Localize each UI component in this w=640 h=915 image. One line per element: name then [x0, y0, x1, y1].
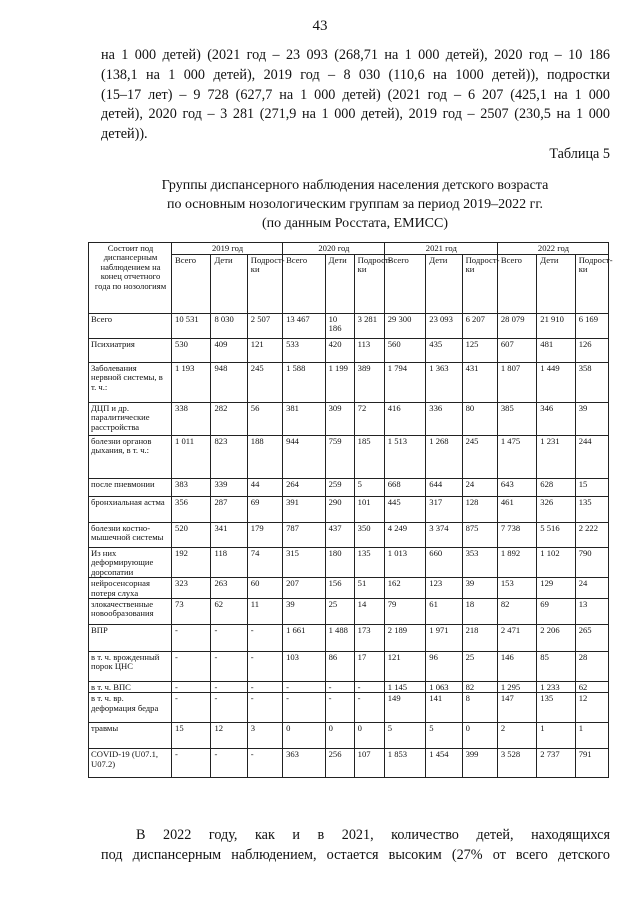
year-header: 2019 год	[172, 243, 283, 255]
row-label: в т. ч. вр. деформация бедра	[89, 693, 172, 723]
table-cell: 282	[211, 403, 247, 436]
paragraph-line: на 1 000 детей) (2021 год – 23 093 (268,71 на 1 000 детей), 2020 год – 10 186	[101, 47, 610, 63]
table-cell: 1 363	[426, 363, 462, 403]
table-cell: 264	[283, 479, 326, 497]
table-cell: 875	[462, 523, 497, 548]
table-cell: 7 738	[497, 523, 536, 548]
table-cell: 28	[575, 652, 608, 682]
table-cell: 315	[283, 548, 326, 578]
table-cell: 1 449	[537, 363, 575, 403]
table-cell: 147	[497, 693, 536, 723]
table-cell: 338	[172, 403, 211, 436]
paragraph-line: детей)).	[101, 126, 148, 143]
table-cell: 6 207	[462, 314, 497, 339]
table-cell: -	[247, 625, 282, 652]
table-cell: 135	[575, 497, 608, 523]
table-cell: -	[172, 652, 211, 682]
table-cell: 1 233	[537, 682, 575, 693]
table-row	[89, 548, 609, 578]
table-cell: 123	[426, 578, 462, 599]
table-cell: 326	[537, 497, 575, 523]
caption-line: Группы диспансерного наблюдения населения детского возраста	[161, 178, 549, 193]
paragraph-line: под диспансерным наблюдением, остается высоким (27% от всего детского	[101, 846, 610, 863]
corner-header: Состоит под диспансерным наблюдением на конец отчетного года по нозологиям	[89, 243, 172, 314]
row-label: Психиатрия	[89, 339, 172, 363]
table-cell: 135	[537, 693, 575, 723]
table-row	[89, 339, 609, 363]
table-cell: 39	[462, 578, 497, 599]
table-cell: 23 093	[426, 314, 462, 339]
table-cell: 69	[247, 497, 282, 523]
row-label: в т. ч. ВПС	[89, 682, 172, 693]
table-cell: -	[325, 682, 354, 693]
table-cell: 416	[384, 403, 426, 436]
table-cell: 29 300	[384, 314, 426, 339]
table-cell: 0	[325, 723, 354, 749]
table-cell: 21 910	[537, 314, 575, 339]
table-cell: 1 013	[384, 548, 426, 578]
table-cell: 385	[497, 403, 536, 436]
row-label: злокачественные новообразования	[89, 599, 172, 625]
table-cell: 287	[211, 497, 247, 523]
caption-line: по основным нозологическим группам за период 2019–2022 гг.	[166, 197, 544, 212]
table-cell: 445	[384, 497, 426, 523]
table-cell: 121	[247, 339, 282, 363]
paragraph-line: (138,1 на 1 000 детей), 2019 год – 8 030 (110,6 на 1000 детей)), подростки	[101, 66, 610, 83]
col-header-children: Дети	[325, 255, 354, 314]
table-cell: 173	[354, 625, 384, 652]
table-cell: 383	[172, 479, 211, 497]
table-cell: 290	[325, 497, 354, 523]
table-cell: 643	[497, 479, 536, 497]
table-cell: 1 488	[325, 625, 354, 652]
table-cell: 435	[426, 339, 462, 363]
table-cell: 668	[384, 479, 426, 497]
table-cell: 1 971	[426, 625, 462, 652]
table-cell: 391	[283, 497, 326, 523]
table-cell: -	[354, 682, 384, 693]
table-cell: 346	[537, 403, 575, 436]
table-cell: 1 853	[384, 749, 426, 778]
table-cell: 85	[537, 652, 575, 682]
row-label: травмы	[89, 723, 172, 749]
table-label: Таблица 5	[549, 146, 610, 162]
table-cell: -	[283, 693, 326, 723]
intro-paragraph	[101, 46, 610, 145]
table-cell: 156	[325, 578, 354, 599]
table-cell: 86	[325, 652, 354, 682]
table-cell: 944	[283, 436, 326, 479]
table-cell: 179	[247, 523, 282, 548]
table-cell: 180	[325, 548, 354, 578]
row-label: Из них деформирующие дорсопатии	[89, 548, 172, 578]
table-cell: 1 011	[172, 436, 211, 479]
row-label: бронхиальная астма	[89, 497, 172, 523]
table-cell: 118	[211, 548, 247, 578]
table-cell: 265	[575, 625, 608, 652]
col-header-total: Всего	[384, 255, 426, 314]
table-cell: 350	[354, 523, 384, 548]
table-cell: -	[172, 749, 211, 778]
table-cell: -	[211, 693, 247, 723]
table-cell: -	[172, 682, 211, 693]
table-cell: 188	[247, 436, 282, 479]
table-cell: 0	[283, 723, 326, 749]
table-row	[89, 497, 609, 523]
table-cell: 39	[283, 599, 326, 625]
table-cell: 192	[172, 548, 211, 578]
table-cell: 80	[462, 403, 497, 436]
table-cell: -	[354, 693, 384, 723]
dispensary-table	[88, 242, 613, 778]
table-cell: 533	[283, 339, 326, 363]
table-cell: 245	[247, 363, 282, 403]
table-cell: 12	[575, 693, 608, 723]
table-cell: -	[247, 693, 282, 723]
table-cell: 256	[325, 749, 354, 778]
table-cell: 2 189	[384, 625, 426, 652]
col-header-total: Всего	[283, 255, 326, 314]
table-cell: 1 661	[283, 625, 326, 652]
table-cell: 3 374	[426, 523, 462, 548]
table-cell: 339	[211, 479, 247, 497]
year-header: 2022 год	[497, 243, 608, 255]
table-cell: 520	[172, 523, 211, 548]
table-cell: 1 145	[384, 682, 426, 693]
table-cell: 62	[211, 599, 247, 625]
table-cell: 60	[247, 578, 282, 599]
row-label: Всего	[89, 314, 172, 339]
table-cell: 607	[497, 339, 536, 363]
table-cell: 3 281	[354, 314, 384, 339]
table-cell: 1 295	[497, 682, 536, 693]
table-cell: 10 531	[172, 314, 211, 339]
table-cell: 1 794	[384, 363, 426, 403]
table-cell: 25	[325, 599, 354, 625]
table-cell: 660	[426, 548, 462, 578]
table-cell: 336	[426, 403, 462, 436]
table-cell: 8 030	[211, 314, 247, 339]
table-cell: 2 737	[537, 749, 575, 778]
table-cell: 101	[354, 497, 384, 523]
table-cell: -	[325, 693, 354, 723]
col-header-children: Дети	[426, 255, 462, 314]
paragraph-line: (15–17 лет) – 9 728 (627,7 на 1 000 детей) (2021 год – 6 207 (425,1 на 1 000	[101, 86, 610, 103]
table-cell: 5	[426, 723, 462, 749]
row-label: ДЦП и др. паралитические расстройства	[89, 403, 172, 436]
table-cell: 791	[575, 749, 608, 778]
col-header-children: Дети	[211, 255, 247, 314]
table-cell: 135	[354, 548, 384, 578]
table-cell: 51	[354, 578, 384, 599]
table-cell: 2 471	[497, 625, 536, 652]
table-cell: 11	[247, 599, 282, 625]
table-cell: -	[172, 625, 211, 652]
table-row	[89, 749, 609, 778]
paragraph-line: детей), 2020 год – 3 281 (271,9 на 1 000 детей), 2019 год – 2507 (230,5 на 1 000	[101, 106, 610, 123]
row-label: после пневмонии	[89, 479, 172, 497]
table-cell: 1 588	[283, 363, 326, 403]
page-number: 43	[312, 18, 328, 34]
table-cell: 628	[537, 479, 575, 497]
table-cell: -	[211, 749, 247, 778]
table-cell: 409	[211, 339, 247, 363]
closing-paragraph	[101, 826, 610, 866]
table-cell: 39	[575, 403, 608, 436]
table-cell: 1 807	[497, 363, 536, 403]
table-cell: 259	[325, 479, 354, 497]
table-cell: 2 206	[537, 625, 575, 652]
table-cell: 1 892	[497, 548, 536, 578]
table-cell: 24	[575, 578, 608, 599]
table-cell: 1 513	[384, 436, 426, 479]
row-label: в т. ч. врожденный порок ЦНС	[89, 652, 172, 682]
table-cell: 28 079	[497, 314, 536, 339]
table-cell: 4 249	[384, 523, 426, 548]
table-cell: 530	[172, 339, 211, 363]
table-cell: 113	[354, 339, 384, 363]
row-label: нейросенсорная потеря слуха	[89, 578, 172, 599]
table-cell: 18	[462, 599, 497, 625]
table-cell: 1 454	[426, 749, 462, 778]
table-row	[89, 314, 609, 339]
table-cell: 560	[384, 339, 426, 363]
table-cell: 309	[325, 403, 354, 436]
table-cell: 107	[354, 749, 384, 778]
table-cell: 15	[575, 479, 608, 497]
table-cell: 356	[172, 497, 211, 523]
table-cell: 61	[426, 599, 462, 625]
table-cell: 481	[537, 339, 575, 363]
table-cell: 2 222	[575, 523, 608, 548]
table-cell: 153	[497, 578, 536, 599]
table-cell: -	[211, 682, 247, 693]
table-cell: 24	[462, 479, 497, 497]
table-cell: 125	[462, 339, 497, 363]
table-row	[89, 523, 609, 548]
table-cell: 146	[497, 652, 536, 682]
table-cell: 437	[325, 523, 354, 548]
table-cell: 317	[426, 497, 462, 523]
col-header-total: Всего	[172, 255, 211, 314]
table-cell: 263	[211, 578, 247, 599]
table-cell: 3	[247, 723, 282, 749]
table-cell: 399	[462, 749, 497, 778]
row-label: ВПР	[89, 625, 172, 652]
table-cell: -	[247, 682, 282, 693]
table-cell: 1 193	[172, 363, 211, 403]
table-cell: 358	[575, 363, 608, 403]
table-cell: 341	[211, 523, 247, 548]
table-row	[89, 403, 609, 436]
table-cell: 74	[247, 548, 282, 578]
table-cell: 644	[426, 479, 462, 497]
table-cell: 1 199	[325, 363, 354, 403]
table-cell: 244	[575, 436, 608, 479]
table-cell: -	[211, 625, 247, 652]
table-cell: 207	[283, 578, 326, 599]
col-header-teens: Подрост-ки	[462, 255, 497, 314]
table-cell: 0	[462, 723, 497, 749]
year-header: 2021 год	[384, 243, 497, 255]
table-cell: -	[247, 652, 282, 682]
table-cell: 185	[354, 436, 384, 479]
row-label: болезни костно-мышечной системы	[89, 523, 172, 548]
table-cell: 62	[575, 682, 608, 693]
table-cell: 1 268	[426, 436, 462, 479]
table-cell: 1	[575, 723, 608, 749]
table-cell: 381	[283, 403, 326, 436]
table-row	[89, 578, 609, 599]
table-cell: 5	[354, 479, 384, 497]
row-label: COVID-19 (U07.1, U07.2)	[89, 749, 172, 778]
table-cell: 823	[211, 436, 247, 479]
table-cell: 353	[462, 548, 497, 578]
table-cell: 73	[172, 599, 211, 625]
table-cell: 6 169	[575, 314, 608, 339]
table-cell: 3 528	[497, 749, 536, 778]
table-cell: 15	[172, 723, 211, 749]
table-cell: 787	[283, 523, 326, 548]
table-row	[89, 652, 609, 682]
table-cell: 14	[354, 599, 384, 625]
table-cell: 1	[537, 723, 575, 749]
table-cell: 82	[462, 682, 497, 693]
table-cell: 79	[384, 599, 426, 625]
table-cell: 17	[354, 652, 384, 682]
table-cell: 121	[384, 652, 426, 682]
table-cell: -	[172, 693, 211, 723]
table-cell: 420	[325, 339, 354, 363]
table-cell: 323	[172, 578, 211, 599]
table-cell: 1 231	[537, 436, 575, 479]
table-cell: 56	[247, 403, 282, 436]
table-row	[89, 682, 609, 693]
table-cell: 12	[211, 723, 247, 749]
table-cell: -	[247, 749, 282, 778]
table-cell: 8	[462, 693, 497, 723]
table-cell: 69	[537, 599, 575, 625]
table-row	[89, 723, 609, 749]
row-label: болезни органов дыхания, в т. ч.:	[89, 436, 172, 479]
table-cell: 44	[247, 479, 282, 497]
col-header-total: Всего	[497, 255, 536, 314]
col-header-teens: Подрост-ки	[247, 255, 282, 314]
table-cell: 1 102	[537, 548, 575, 578]
table-row	[89, 363, 609, 403]
col-header-teens: Подрост-ки	[354, 255, 384, 314]
table-cell: 82	[497, 599, 536, 625]
table-cell: 245	[462, 436, 497, 479]
table-cell: 126	[575, 339, 608, 363]
table-cell: 1 475	[497, 436, 536, 479]
table-cell: 461	[497, 497, 536, 523]
table-row	[89, 436, 609, 479]
col-header-children: Дети	[537, 255, 575, 314]
table-cell: -	[211, 652, 247, 682]
table-cell: 5	[384, 723, 426, 749]
table-cell: 149	[384, 693, 426, 723]
table-cell: 25	[462, 652, 497, 682]
table-row	[89, 625, 609, 652]
table-cell: 2	[497, 723, 536, 749]
paragraph-line: В 2022 году, как и в 2021, количество детей, находящихся	[136, 827, 610, 843]
table-cell: 5 516	[537, 523, 575, 548]
table-cell: 389	[354, 363, 384, 403]
table-cell: 162	[384, 578, 426, 599]
table-cell: 0	[354, 723, 384, 749]
caption-line: (по данным Росстата, ЕМИСС)	[261, 216, 449, 231]
table-row	[89, 599, 609, 625]
table-cell: 1 063	[426, 682, 462, 693]
table-cell: 96	[426, 652, 462, 682]
table-row	[89, 479, 609, 497]
table-cell: 103	[283, 652, 326, 682]
table-caption	[100, 176, 610, 233]
table-cell: 13	[575, 599, 608, 625]
table-cell: 129	[537, 578, 575, 599]
table-cell: 141	[426, 693, 462, 723]
table-cell: 948	[211, 363, 247, 403]
table-cell: 790	[575, 548, 608, 578]
table-cell: -	[283, 682, 326, 693]
table-cell: 759	[325, 436, 354, 479]
table-cell: 218	[462, 625, 497, 652]
col-header-teens: Подрост-ки	[575, 255, 608, 314]
table-cell: 431	[462, 363, 497, 403]
table-cell: 363	[283, 749, 326, 778]
year-header: 2020 год	[283, 243, 385, 255]
table-cell: 2 507	[247, 314, 282, 339]
table-cell: 10 186	[325, 314, 354, 339]
table-row	[89, 693, 609, 723]
table-cell: 13 467	[283, 314, 326, 339]
table-cell: 72	[354, 403, 384, 436]
table-cell: 128	[462, 497, 497, 523]
row-label: Заболевания нервной системы, в т. ч.:	[89, 363, 172, 403]
